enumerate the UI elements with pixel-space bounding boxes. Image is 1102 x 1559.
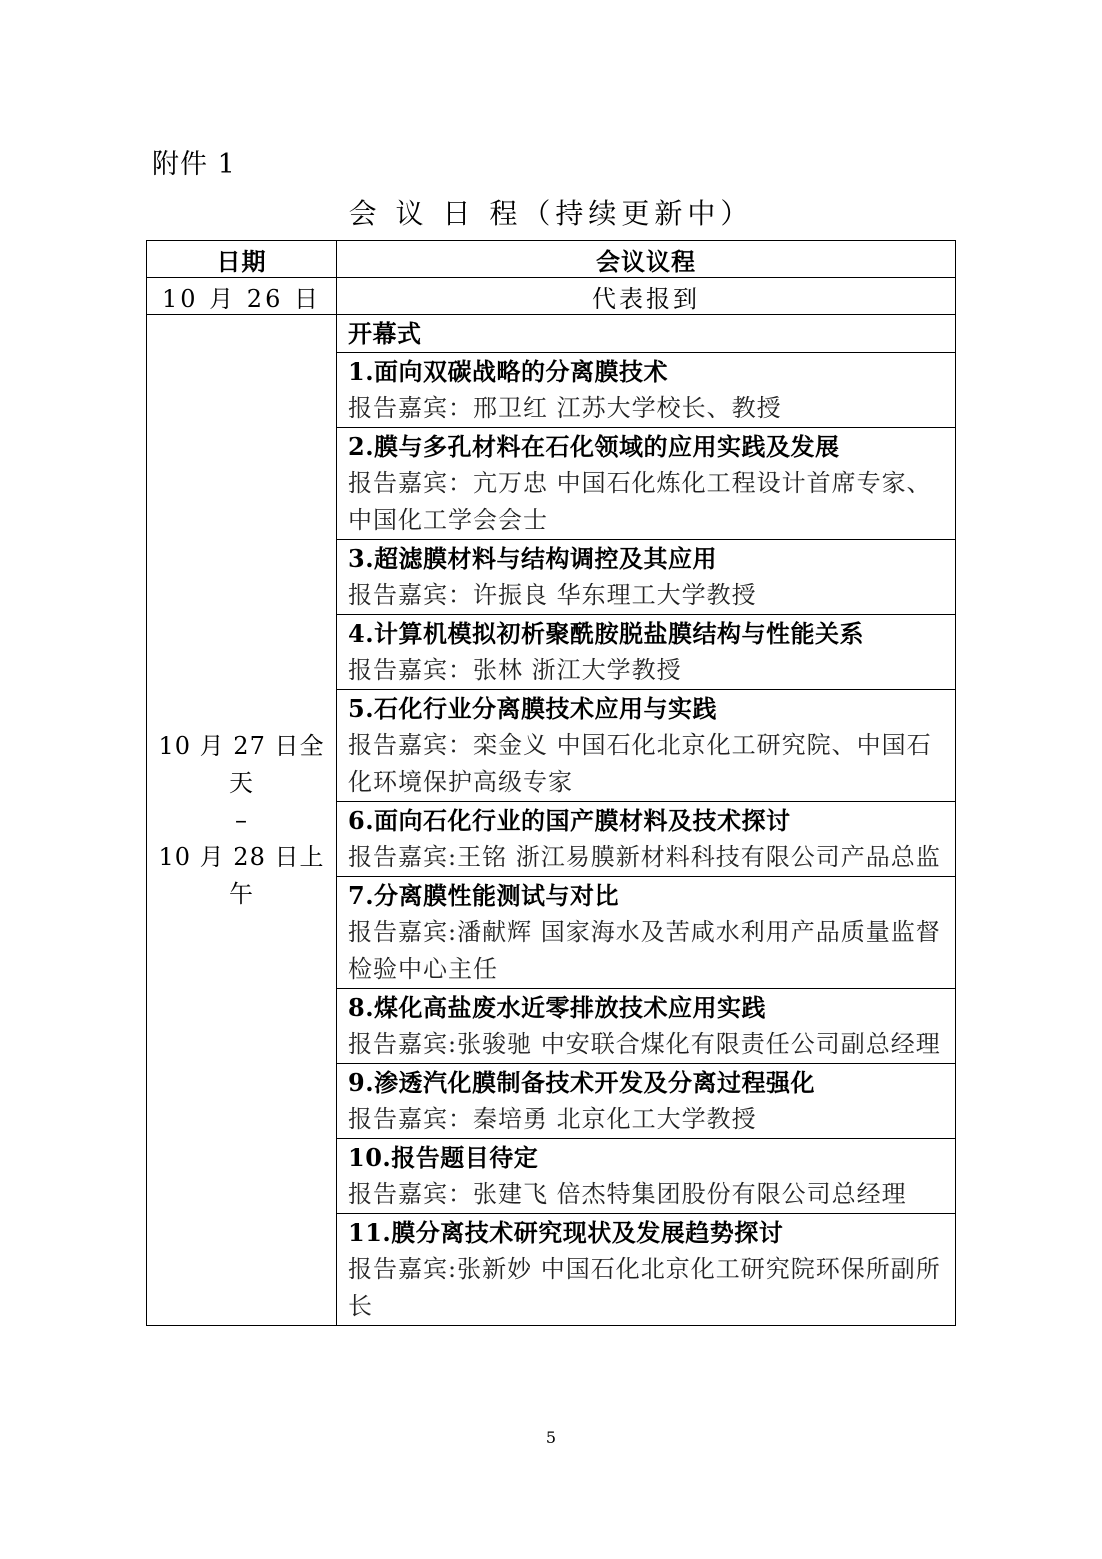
agenda-item [337, 428, 956, 540]
item-speaker: 报告嘉宾：栾金义 中国石化北京化工研究院、中国石化环境保护高级专家 [348, 731, 932, 796]
date-dash: – [235, 805, 248, 834]
item-title: 3.超滤膜材料与结构调控及其应用 [348, 544, 718, 573]
item-title: 6.面向石化行业的国产膜材料及技术探讨 [348, 806, 791, 835]
agenda-item [337, 540, 956, 615]
agenda-item [337, 353, 956, 428]
item-speaker: 报告嘉宾:张新妙 中国石化北京化工研究院环保所副所长 [348, 1255, 941, 1320]
item-title: 7.分离膜性能测试与对比 [348, 881, 620, 910]
table-row [147, 315, 956, 353]
agenda-item [337, 1214, 956, 1326]
item-title: 8.煤化高盐废水近零排放技术应用实践 [348, 993, 767, 1022]
item-speaker: 报告嘉宾：邢卫红 江苏大学校长、教授 [348, 394, 782, 422]
item-title: 11.膜分离技术研究现状及发展趋势探讨 [348, 1218, 784, 1247]
agenda-item [337, 690, 956, 802]
item-speaker: 报告嘉宾:张骏驰 中安联合煤化有限责任公司副总经理 [348, 1030, 941, 1058]
item-speaker: 报告嘉宾：亢万忠 中国石化炼化工程设计首席专家、中国化工学会会士 [348, 469, 932, 534]
item-title: 9.渗透汽化膜制备技术开发及分离过程强化 [348, 1068, 816, 1097]
schedule-table [146, 240, 956, 1326]
agenda-item [337, 615, 956, 690]
item-title: 1.面向双碳战略的分离膜技术 [348, 357, 669, 386]
item-title: 10.报告题目待定 [348, 1143, 539, 1172]
page-number: 5 [545, 1428, 557, 1447]
item-speaker: 报告嘉宾：秦培勇 北京化工大学教授 [348, 1105, 757, 1133]
item-title: 5.石化行业分离膜技术应用与实践 [348, 694, 718, 723]
attachment-label: 附件 1 [152, 149, 236, 180]
agenda-item [337, 1064, 956, 1139]
date-end: 10 月 28 日上午 [158, 842, 325, 908]
page-title: 会 议 日 程（持续更新中） [348, 197, 754, 230]
date-start: 10 月 27 日全天 [158, 731, 325, 797]
item-speaker: 报告嘉宾:潘献辉 国家海水及苦咸水利用产品质量监督检验中心主任 [348, 918, 941, 983]
table-header-row [147, 241, 956, 278]
item-speaker: 报告嘉宾：张林 浙江大学教授 [348, 656, 682, 684]
item-title: 4.计算机模拟初析聚酰胺脱盐膜结构与性能关系 [348, 619, 865, 648]
item-speaker: 报告嘉宾：张建飞 倍杰特集团股份有限公司总经理 [348, 1180, 907, 1208]
date-cell: 10 月 26 日 [147, 278, 337, 315]
agenda-item [337, 1139, 956, 1214]
agenda-item [337, 877, 956, 989]
header-date: 日期 [147, 241, 337, 278]
opening-cell [337, 315, 956, 353]
opening-title: 开幕式 [348, 319, 422, 348]
item-speaker: 报告嘉宾：许振良 华东理工大学教授 [348, 581, 757, 609]
table-row [147, 278, 956, 315]
agenda-item [337, 802, 956, 877]
item-speaker: 报告嘉宾:王铭 浙江易膜新材料科技有限公司产品总监 [348, 843, 941, 871]
item-title: 2.膜与多孔材料在石化领域的应用实践及发展 [348, 432, 840, 461]
agenda-item [337, 989, 956, 1064]
date-range-cell [147, 315, 337, 1326]
header-agenda: 会议议程 [337, 241, 956, 278]
agenda-cell: 代表报到 [337, 278, 956, 315]
